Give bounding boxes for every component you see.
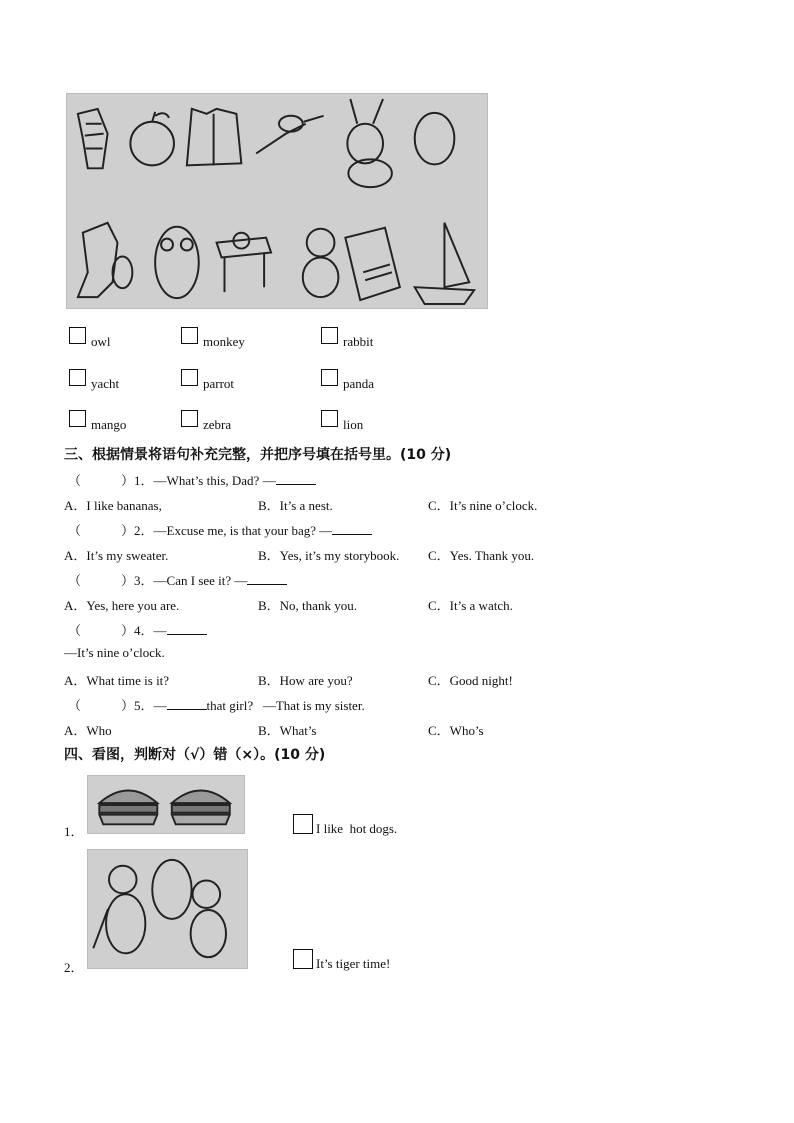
question-3: [68, 570, 287, 589]
checkbox-yacht[interactable]: [69, 369, 86, 386]
q5-option-b: B．What’s: [258, 723, 317, 738]
label-yacht: yacht: [91, 376, 120, 391]
checkbox-panda[interactable]: [321, 369, 338, 386]
question-5: [68, 695, 365, 714]
answer-paren[interactable]: （ ）: [68, 473, 135, 488]
question-tail: that girl? —That is my sister.: [206, 698, 365, 713]
question-number: 3．: [134, 573, 154, 588]
zebra-drawing: [78, 109, 108, 168]
section3-heading: 三、根据情景将语句补充完整，并把序号填在括号里。(10 分): [64, 447, 452, 463]
answer-paren[interactable]: （ ）: [68, 623, 135, 638]
mango-drawing: [415, 113, 455, 165]
hamburgers-drawing: [88, 776, 244, 833]
question-prompt: —: [153, 698, 167, 713]
answer-blank[interactable]: [167, 622, 207, 635]
parrot-on-branch-drawing: [256, 116, 323, 154]
label-lion: lion: [343, 417, 364, 432]
monkey-drawing: [303, 229, 339, 297]
q2-option-b: B．Yes, it’s my storybook.: [258, 548, 400, 563]
item1-sentence: I like hot dogs.: [316, 821, 398, 836]
vocabulary-picture-panel: [66, 93, 488, 309]
label-panda: panda: [343, 376, 375, 391]
label-owl: owl: [91, 334, 111, 349]
item2-judge-box[interactable]: [293, 949, 313, 969]
answer-paren[interactable]: （ ）: [68, 523, 135, 538]
hamburgers-picture: [87, 775, 245, 834]
tiger-picture: [87, 849, 248, 969]
checkbox-owl[interactable]: [69, 327, 86, 344]
question-prompt: —Can I see it? —: [153, 573, 248, 588]
checkbox-mango[interactable]: [69, 410, 86, 427]
question-1: [68, 470, 316, 489]
answer-blank[interactable]: [167, 697, 207, 710]
q4-option-c: C．Good night!: [428, 673, 513, 688]
checkbox-lion[interactable]: [321, 410, 338, 427]
owl-drawing: [155, 227, 199, 298]
question-2: [68, 520, 372, 539]
q2-option-c: C．Yes. Thank you.: [428, 548, 535, 563]
vest-drawing: [187, 109, 241, 165]
question-4: [68, 620, 207, 639]
rabbit-drawing: [347, 99, 392, 187]
label-zebra: zebra: [203, 417, 232, 432]
checkbox-zebra[interactable]: [181, 410, 198, 427]
q4-option-b: B．How are you?: [258, 673, 353, 688]
question-number: 4．: [134, 623, 154, 638]
kangaroo-drawing: [78, 223, 132, 297]
item2-number: 2．: [64, 960, 84, 975]
question-prompt: —Excuse me, is that your bag? —: [153, 523, 333, 538]
q3-option-b: B．No, thank you.: [258, 598, 357, 613]
item1-judge-box[interactable]: [293, 814, 313, 834]
animals-objects-drawing: [67, 94, 487, 308]
tiger-cartoon-drawing: [88, 850, 247, 968]
checkbox-parrot[interactable]: [181, 369, 198, 386]
item1-number: 1．: [64, 824, 84, 839]
q3-option-a: A．Yes, here you are.: [64, 598, 180, 613]
q1-option-a: A．I like bananas,: [64, 498, 162, 513]
answer-blank[interactable]: [332, 522, 372, 535]
q1-option-c: C．It’s nine o’clock.: [428, 498, 538, 513]
section4-heading: 四、看图，判断对（√）错（×）。(10 分): [64, 747, 326, 763]
question-number: 5．: [134, 698, 154, 713]
label-parrot: parrot: [203, 376, 235, 391]
item2-sentence: It’s tiger time!: [316, 956, 391, 971]
q1-option-b: B．It’s a nest.: [258, 498, 333, 513]
answer-blank[interactable]: [276, 472, 316, 485]
sailboat-drawing: [415, 223, 474, 304]
q4-option-a: A．What time is it?: [64, 673, 170, 688]
q4-reply: —It’s nine o’clock.: [64, 645, 165, 660]
question-number: 2．: [134, 523, 154, 538]
checkbox-monkey[interactable]: [181, 327, 198, 344]
label-mango: mango: [91, 417, 127, 432]
question-number: 1．: [134, 473, 154, 488]
label-monkey: monkey: [203, 334, 245, 349]
question-prompt: —: [153, 623, 167, 638]
notebook-drawing: [345, 228, 399, 300]
q5-option-a: A．Who: [64, 723, 112, 738]
question-prompt: —What’s this, Dad? —: [153, 473, 276, 488]
answer-paren[interactable]: （ ）: [68, 573, 135, 588]
checkbox-rabbit[interactable]: [321, 327, 338, 344]
desk-drawing: [217, 233, 271, 292]
answer-paren[interactable]: （ ）: [68, 698, 135, 713]
q3-option-c: C．It’s a watch.: [428, 598, 513, 613]
label-rabbit: rabbit: [343, 334, 374, 349]
answer-blank[interactable]: [247, 572, 287, 585]
q2-option-a: A．It’s my sweater.: [64, 548, 169, 563]
q5-option-c: C．Who’s: [428, 723, 484, 738]
apple-drawing: [130, 112, 174, 166]
